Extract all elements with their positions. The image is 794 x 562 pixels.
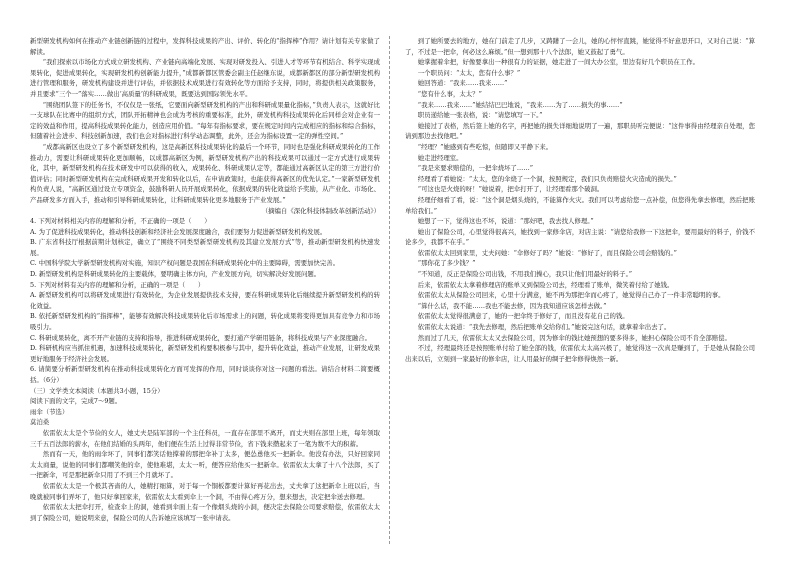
question-5-stem: 5. 下列对材料有关内容的理解和分析，正确的一项是（ ） (30, 280, 205, 289)
question-4-option-d: D. 新型研发机构是科研成果转化的主要载体，要明确主体方向，产业发展方向，切实解决好发展问题。 (30, 270, 321, 279)
story-paragraph: “可这也是火烧的呀！”她说着，把伞打开了，让经理看那个破洞。 (417, 185, 604, 194)
story-paragraph: 她想了一下，觉得这也不坏，说道：“那好吧，我去找人修理。” (417, 217, 594, 226)
question-6: 6. 请简要分析新型研发机构在推动科技成果转化方面可发挥的作用，同时谈谈你对这一问题的看法。请结合材料二简要概括。（6分） (30, 365, 380, 384)
question-4-option-c: C. 中国科学院大学新型研发机构对实施，知识产权问题是我国在科研成果转化中的主要障碍，需要加快完善。 (30, 259, 340, 268)
passage-title: 雨伞（节选） (30, 407, 69, 416)
story-paragraph: 经理仔细看了看，说：“这个洞是烟头烧的，不能算作火灾。我们可以考虑给您一点补偿，但您得先拿去修理，然后把账单给我们。” (405, 195, 755, 215)
article-paragraph: “围绕团队签下的任务书，不仅仅是一张纸，它要面向新型研发机构的产出和科研成果量化指标，”负责人表示，这就好比一支球队在比赛中的组织方式，团队开拓精神也会成为考核的重要标准，此外，研发机构科技成果转化后同样会对企业有一定的效益和作用，提高科技成果转化能力，创造应用价值。“每年有指标要求，要在规定时间内完成相应的指标和综合指标，但随着社会进步、科技创新加速，我们也会对指标进行科学动态调整，此外，还会为指标设置一定的弹性空间。” (30, 100, 380, 141)
article-paragraph: “成都高新区也设立了多个新型研发机构，这是高新区科技成果转化的最后一个环节，同时也是强化科研成果转化的工作推动力，需要让科研成果转化更加顺畅，以成都高新区为例，新型研发机构产出的科技成果可以通过一定方式进行成果转化，其中，新型研发机构在技术研发中可以获得的收入，成果转化、科研成果认定等，都能通过高新区认定的第三方进行价值评估；同时新型研发机构在完成科研成果开发和转化以后，在申请政策时，也能获得高新区的优先认定。”一家新型研发机构负责人说，“高新区通过设立专项资金，鼓励科研人员开展成果转化，依据成果的转化效益给予奖励，从产业化、市场化、产品研发多方面入手，推动和引导科研成果转化，让科研成果转化更多地服务于产业发展。” (30, 142, 380, 204)
story-paragraph: 依雷依太太回到家里，丈夫问她：“伞修好了吗？”她说：“修好了，而且保险公司会赔钱的。” (417, 248, 677, 257)
question-5-option-c: C. 科研成果转化，离不开产业链的支持和指导，推进科研成果转化，要打通产学研用链条，将科技成果与产业深度融合。 (30, 333, 372, 342)
story-paragraph: 一个职员问：“太太，您有什么事？” (417, 68, 521, 77)
story-paragraph: 不过，经理最终还是按照账单付给了她全部的钱，依雷依太太高兴极了，她觉得这一次真是赚到了，于是她从保险公司出来以后，立刻到一家最好的修伞店，让人用最好的绸子把伞修得焕然一新。 (405, 344, 755, 363)
section-heading: （三）文学类文本阅读（本题共3小题，15分） (30, 386, 164, 395)
story-paragraph: 依雷依太太觉得很满意了，她的一把伞终于修好了，而且没有花自己的钱。 (417, 312, 629, 321)
story-paragraph: “您有什么事，太太？” (417, 89, 482, 98)
left-column (30, 36, 380, 523)
intro-paragraph: 新型研发机构如何在推动产业链创新链的过程中，发挥科技成果的产出、评价、转化的“指挥棒”作用？请计划有关专家做了解读。 (30, 37, 380, 56)
story-paragraph: 她出了保险公司，心里觉得很高兴，她找到一家修伞店，对店主说：“请您给我修一下这把伞，要用最好的料子，价钱不论多少，我都不在乎。” (405, 227, 755, 247)
story-paragraph: 她接过了表格，然后签上她的名字，再把她的损失详细地说明了一遍，那职员听完便说：“这件事得由经理亲自处理，您请到那边去找他吧。” (405, 121, 755, 141)
right-column (405, 36, 755, 364)
story-paragraph: 她走进经理室。 (417, 153, 463, 162)
passage-author: 莫泊桑 (30, 418, 50, 427)
passage-paragraph: 然而有一天，他的雨伞坏了，同事们都笑话他撑着的那把伞补丁太多，便怂恿他买一把新伞。他没有办法，只好回家同太太商量，说他的同事们都嘲笑他的伞，使他难堪，太太一听，便答应给他买一把新伞。依雷依太太拿了十八个法郎，买了一把新伞，可是那把新伞只用了不到三个月就坏了。 (30, 450, 380, 480)
source-note: （摘编自《深化科技体制改革创新活动》） (261, 206, 380, 215)
article-paragraph: “我们探索以市场化方式成立研发机构、产业链向高端化发展、实现对研发投入、引进人才等环节有机结合、科学实现成果转化，促进成果转化，实现研发机构创新能力提升，”成都新都区管委会副主任赵继东说，成都新都区的部分新型研发机构进行管理和服务，研发机构建设并进行评估，并依据技术成果进行有效转化等方面给予支持，同时，将提供相关政策服务，并且要求“三个一”落实……做出‘高质量’的科研成果，既要达到国际领先水平。 (30, 58, 380, 98)
question-4-option-b: B. 广东省科技厅根据前期计划核定，确立了“围绕不同类型新型研发机构及其建立发展方式”等，推动新型研发机构快速发展。 (30, 238, 380, 257)
story-paragraph: 职员递给她一张表格，说：“请您填写一下。” (417, 111, 543, 120)
story-paragraph: “那你花了多少钱？” (417, 259, 476, 268)
question-4-stem: 4. 下列对材料相关内容的理解和分析，不正确的一项是（ ） (30, 217, 211, 226)
story-paragraph: 依雷依太太说道：“我先去修理，然后把账单交给你们。”她说完这句话，就拿着伞出去了。 (417, 323, 671, 332)
reading-instruction: 阅读下面的文字，完成7～9题。 (30, 397, 122, 406)
story-paragraph: 她回答道：“我来……我来……” (417, 79, 508, 88)
column-divider (389, 36, 391, 544)
story-paragraph: “经理？”她感到有些吃惊，但随即又平静下来。 (417, 142, 553, 151)
story-paragraph: “我是来要求赔偿的，一把伞烧坏了……” (417, 164, 533, 173)
story-paragraph: 然而过了几天，依雷依太太又去保险公司，因为修伞的钱比她预想的要多得多，她担心保险公司不肯全部赔偿。 (417, 333, 731, 342)
story-paragraph: 依雷依太太从保险公司回来，心里十分满意，她不再为那把伞而心疼了，她觉得自己办了一件非常聪明的事。 (417, 291, 725, 300)
question-5-option-a: A. 新型研发机构可以将研发成果进行有效转化，为企业发展提供技术支持，要在科研成果转化后继续提升新型研发机构的转化效益。 (30, 291, 380, 310)
passage-paragraph: 依雷依太太把伞打开，检查伞上的洞，她看到伞面上有一个像烟头烧的小洞，便决定去保险公司要求赔偿，依雷依太太到了保险公司，她说明来意，保险公司的人告诉她应该填写一张申请表。 (30, 503, 380, 522)
story-paragraph: “算什么话，我不能……我也不能去修，因为我知道应该怎样去做。” (417, 301, 607, 310)
story-paragraph: “不知道，反正是保险公司出钱，不用我们操心，我只让他们用最好的料子。” (417, 270, 633, 279)
story-paragraph: 她掌握着伞把，好像要拿出一种很有力的证据，她走进了一间大办公室，里边有好几个职员在工作。 (417, 58, 699, 67)
story-paragraph: 到了她所要去的地方，她在门前走了几步，又踌躇了一会儿，她的心怦怦直跳，她觉得不好意思开口，又对自己说：“算了，不过是一把伞，何必这么麻烦。”但一想到那十八个法郎，她又鼓起了勇气。 (405, 37, 755, 56)
question-5-option-b: B. 依托新型研发机构的“指挥棒”，能够有效解决科技成果转化后市场需求上的问题，转化成果将变得更加具有竞争力和市场吸引力。 (30, 312, 380, 332)
story-paragraph: “我来……我来……”她结结巴巴地说，“我来……为了……损失的事……” (417, 100, 623, 109)
question-5-option-d: D. 科研机构应当抓住机遇，加速科技成果转化，新型研发机构要积极参与其中，提升转化效益，推动产业发展，让研发成果更好地服务于经济社会发展。 (30, 344, 380, 363)
passage-paragraph: 依雷依太太是个节俭的女人，她丈夫是陆军部的一个主任科员，一直存在部里不离开，而丈夫则在部里上班，每年领取三千五百法郎的薪水，在他们结婚的头两年，他们便在生活上过得非常节俭，省下钱来攒起来了一笔为数不大的积蓄。 (30, 428, 380, 448)
question-4-option-a: A. 为了促进科技成果转化，推动科技创新和经济社会发展深度融合，我们要努力促进新型研发机构发展。 (30, 227, 327, 236)
passage-paragraph: 依雷依太太是一个极其吝啬的人，她精打细算，对于每一个铜板都要计算好再花出去，丈夫拿了这把新伞上班以后，当晚就被同事们弄坏了，他只好拿回家来，依雷依太太看到伞上一个洞，不由得心疼万分，想来想去，决定把伞送去修理。 (30, 481, 380, 501)
story-paragraph: 后来，依雷依太太拿着修理店的账单又到保险公司去，经理看了账单，微笑着付给了她钱。 (417, 280, 674, 289)
story-paragraph: 经理看了看她说：“太太，您的伞烧了一个洞，按照规定，我们只负责赔偿火灾造成的损失。” (417, 174, 677, 183)
